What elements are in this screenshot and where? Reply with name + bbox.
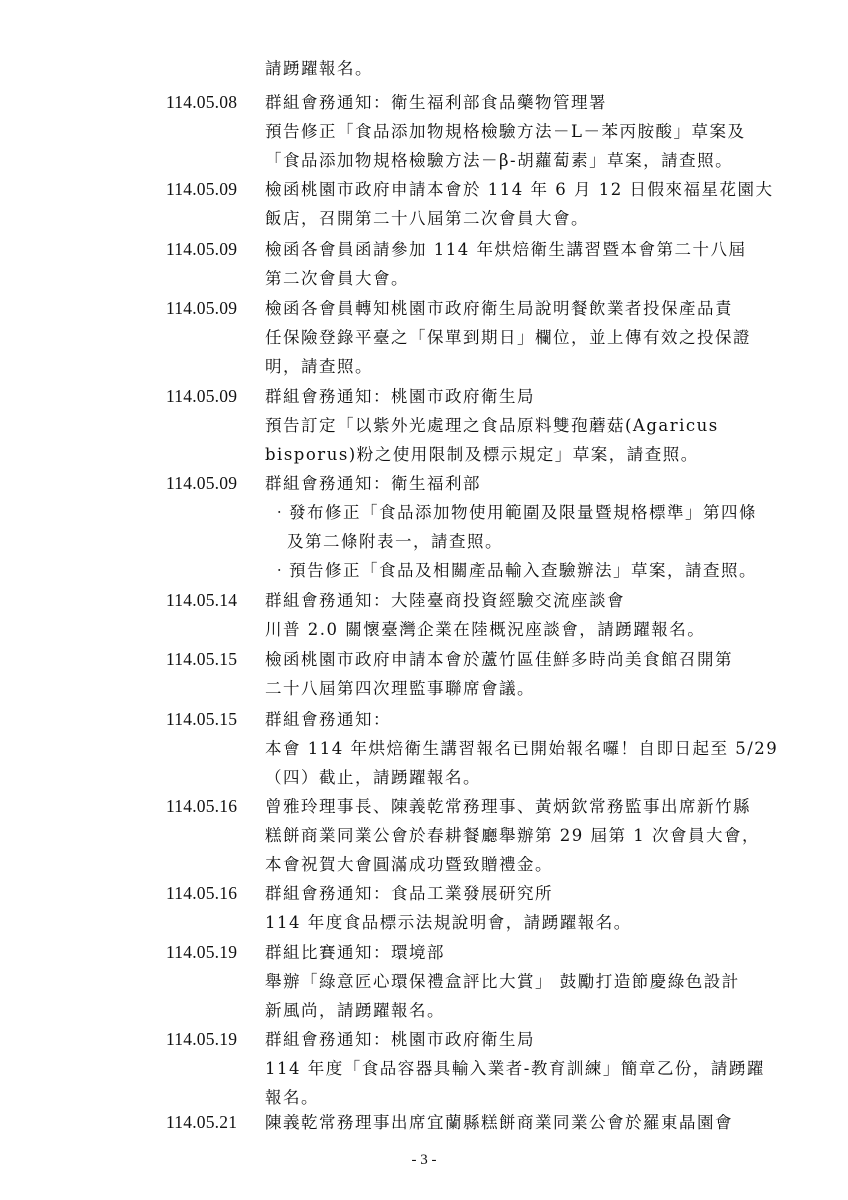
entry-line: 二十八屆第四次理監事聯席會議。 xyxy=(265,679,535,698)
entry-date: 114.05.19 xyxy=(166,1029,238,1049)
bullet-item-continuation: 及第二條附表一，請查照。 xyxy=(287,532,503,551)
entry-line: 曾雅玲理事長、陳義乾常務理事、黃炳欽常務監事出席新竹縣 xyxy=(265,797,751,816)
entry-line: 114 年度食品標示法規說明會，請踴躍報名。 xyxy=(265,913,632,932)
entry-line: 川普 2.0 關懷臺灣企業在陸概況座談會，請踴躍報名。 xyxy=(265,620,706,639)
entry-line: 新風尚，請踴躍報名。 xyxy=(265,1001,445,1020)
entry-line: 請踴躍報名。 xyxy=(265,59,373,78)
entry-line: 群組會務通知：大陸臺商投資經驗交流座談會 xyxy=(265,591,625,610)
entry-date: 114.05.19 xyxy=(166,942,238,962)
bullet-item: ‧預告修正「食品及相關產品輸入查驗辦法」草案，請查照。 xyxy=(271,561,757,580)
bullet-item: ‧發布修正「食品添加物使用範圍及限量暨規格標準」第四條 xyxy=(271,503,757,522)
entry-line: 本會祝賀大會圓滿成功暨致贈禮金。 xyxy=(265,855,553,874)
entry-date: 114.05.09 xyxy=(166,386,238,406)
entry-date: 114.05.09 xyxy=(166,179,238,199)
entry-date: 114.05.21 xyxy=(166,1112,238,1132)
entry-date: 114.05.09 xyxy=(166,473,238,493)
entry-line: 檢函桃園市政府申請本會於 114 年 6 月 12 日假來福星花園大 xyxy=(265,180,774,199)
entry-line: 糕餅商業同業公會於春耕餐廳舉辦第 29 屆第 1 次會員大會， xyxy=(265,826,760,845)
entry-line: 預告訂定「以紫外光處理之食品原料雙孢蘑菇(Agaricus xyxy=(265,416,719,435)
entry-line: 114 年度「食品容器具輸入業者-教育訓練」簡章乙份，請踴躍 xyxy=(265,1059,765,1078)
entry-line: （四）截止，請踴躍報名。 xyxy=(265,768,481,787)
entry-line: 「食品添加物規格檢驗方法－β-胡蘿蔔素」草案，請查照。 xyxy=(265,151,734,170)
entry-line: 飯店，召開第二十八屆第二次會員大會。 xyxy=(265,209,589,228)
entry-line: 檢函桃園市政府申請本會於蘆竹區佳鮮多時尚美食館召開第 xyxy=(265,650,733,669)
entry-date: 114.05.16 xyxy=(166,883,238,903)
entry-line: 群組會務通知：食品工業發展研究所 xyxy=(265,884,553,903)
page-number: - 3 - xyxy=(411,1152,437,1168)
entry-line: 群組比賽通知：環境部 xyxy=(265,943,445,962)
entry-line: 群組會務通知：衛生福利部 xyxy=(265,474,481,493)
entry-line: 群組會務通知：桃園市政府衛生局 xyxy=(265,387,535,406)
entry-line: 檢函各會員轉知桃園市政府衛生局說明餐飲業者投保產品責 xyxy=(265,299,733,318)
entry-line: 任保險登錄平臺之「保單到期日」欄位，並上傳有效之投保證 xyxy=(265,328,751,347)
entry-date: 114.05.09 xyxy=(166,239,238,259)
entry-line: bisporus)粉之使用限制及標示規定」草案，請查照。 xyxy=(265,445,699,464)
entry-line: 第二次會員大會。 xyxy=(265,269,409,288)
entry-line: 舉辦「綠意匠心環保禮盒評比大賞」 鼓勵打造節慶綠色設計 xyxy=(265,972,740,991)
entry-line: 明，請查照。 xyxy=(265,357,373,376)
entry-date: 114.05.16 xyxy=(166,796,238,816)
entry-line: 群組會務通知：衛生福利部食品藥物管理署 xyxy=(265,93,607,112)
entry-line: 報名。 xyxy=(265,1088,319,1107)
entry-date: 114.05.15 xyxy=(166,709,238,729)
entry-date: 114.05.15 xyxy=(166,649,238,669)
entry-line: 群組會務通知：桃園市政府衛生局 xyxy=(265,1030,535,1049)
entry-line: 陳義乾常務理事出席宜蘭縣糕餅商業同業公會於羅東晶園會 xyxy=(265,1113,733,1132)
entry-date: 114.05.14 xyxy=(166,590,238,610)
entry-line: 預告修正「食品添加物規格檢驗方法－L－苯丙胺酸」草案及 xyxy=(265,122,746,141)
entry-line: 檢函各會員函請參加 114 年烘焙衛生講習暨本會第二十八屆 xyxy=(265,240,747,259)
entry-line: 本會 114 年烘焙衛生講習報名已開始報名囉！自即日起至 5/29 xyxy=(265,739,779,758)
entry-date: 114.05.08 xyxy=(166,92,238,112)
entry-date: 114.05.09 xyxy=(166,298,238,318)
entry-line: 群組會務通知： xyxy=(265,710,391,729)
